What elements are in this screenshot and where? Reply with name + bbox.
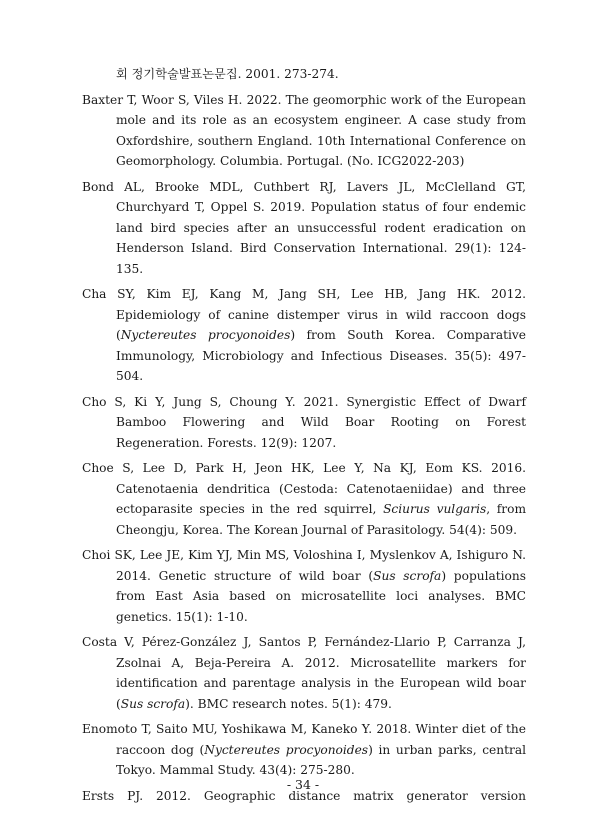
reference-list <box>82 64 526 811</box>
reference-entry <box>82 545 526 627</box>
reference-text: Choi SK, Lee JE, Kim YJ, Min MS, Voloshina I, Myslenkov A, Ishiguro N. 2014. Genetic structure of wild boar ( <box>82 548 526 583</box>
reference-text: ). BMC research notes. 5(1): 479. <box>185 696 392 711</box>
reference-entry <box>82 90 526 172</box>
species-name: Sciurus vulgaris <box>383 502 487 516</box>
species-name: Sus scrofa <box>373 568 442 583</box>
reference-text: , from Cheongju, Korea. The Korean Journal of Parasitology. 54(4): 509. <box>116 502 527 537</box>
reference-text: Bond AL, Brooke MDL, Cuthbert RJ, Lavers JL, McClelland GT, Churchyard T, Oppel S. 2019. Population status of four endemic land bird species after an unsuccessful rodent eradication on Henderson Island. Bird Conservation International. 29(1): 124-135. <box>82 179 526 276</box>
reference-text: Ersts PJ. 2012. Geographic distance matrix generator version <box>82 788 526 803</box>
reference-entry <box>82 177 526 280</box>
species-name: Nyctereutes procyonoides <box>120 328 291 342</box>
reference-entry <box>82 632 526 714</box>
reference-entry <box>82 284 526 387</box>
reference-text: Baxter T, Woor S, Viles H. 2022. The geomorphic work of the European mole and its role as an ecosystem engineer. A case study from Oxfordshire, southern England. 10th International Conference on Geomorphology. Columbia. Portugal. (No. ICG2022-203) <box>82 92 526 168</box>
reference-text: ) in urban parks, central Tokyo. Mammal Study. 43(4): 275-280. <box>116 742 527 777</box>
reference-text: Costa V, Pérez-González J, Santos P, Fernández-Llario P, Carranza J, Zsolnai A, Beja-Pereira A. 2012. Microsatellite markers for identification and parentage analysis in the European wild boar ( <box>82 635 526 711</box>
species-name: Sus scrofa <box>120 696 186 711</box>
reference-text: ) from South Korea. Comparative Immunology, Microbiology and Infectious Diseases. 35(5): 497-504. <box>116 328 526 383</box>
reference-entry <box>82 392 526 454</box>
page-number: - 34 - <box>286 777 320 792</box>
reference-entry <box>82 64 526 85</box>
reference-text: ) populations from East Asia based on microsatellite loci analyses. BMC genetics. 15(1): 1-10. <box>116 568 526 624</box>
reference-entry <box>82 458 526 540</box>
reference-text: Cha SY, Kim EJ, Kang M, Jang SH, Lee HB, Jang HK. 2012. Epidemiology of canine distemper virus in wild raccoon dogs ( <box>82 287 526 342</box>
reference-text: Enomoto T, Saito MU, Yoshikawa M, Kaneko Y. 2018. Winter diet of the raccoon dog ( <box>82 722 526 757</box>
reference-text: 회 정기학술발표논문집. 2001. 273-274. <box>116 67 339 81</box>
species-name: Nyctereutes procyonoides <box>204 742 369 757</box>
reference-text: Cho S, Ki Y, Jung S, Choung Y. 2021. Synergistic Effect of Dwarf Bamboo Flowering and Wild Boar Rooting on Forest Regeneration. Forests. 12(9): 1207. <box>82 394 526 450</box>
reference-entry <box>82 719 526 781</box>
reference-text: Choe S, Lee D, Park H, Jeon HK, Lee Y, Na KJ, Eom KS. 2016. Catenotaenia dendritica (Cestoda: Catenotaeniidae) and three ectoparasite species in the red squirrel, <box>82 461 526 516</box>
